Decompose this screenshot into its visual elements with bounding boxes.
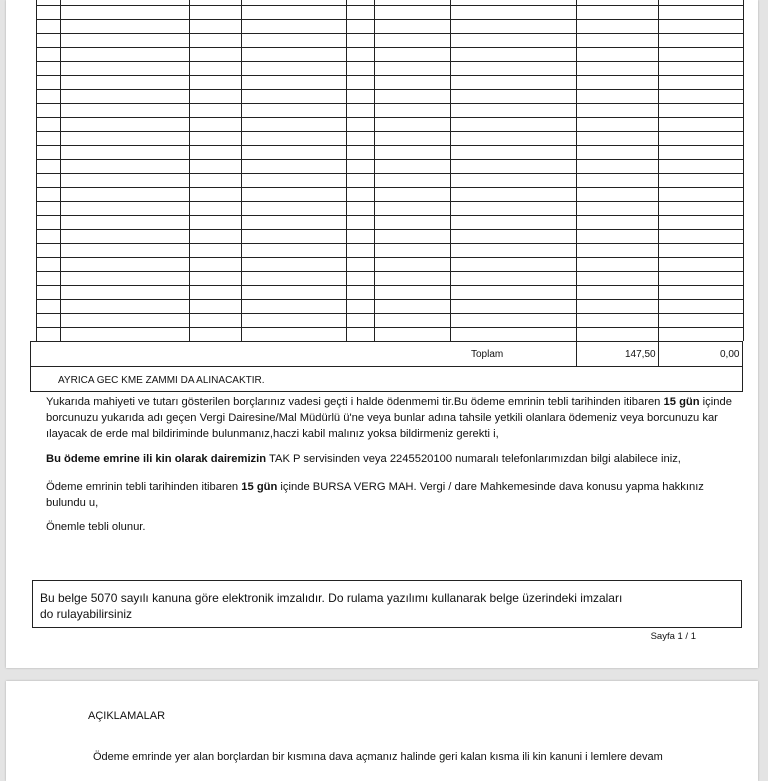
paragraph-contact-info: Bu ödeme emrine ili kin olarak dairemizin TAK P servisinden veya 2245520100 numaralı telefonlarımızdan bilgi alabilece iniz, <box>46 453 681 465</box>
page-number: Sayfa 1 / 1 <box>650 631 696 642</box>
table-column-divider <box>374 0 375 341</box>
table-row-line <box>36 145 744 146</box>
table-row-line <box>36 243 744 244</box>
table-border <box>36 0 37 341</box>
table-column-divider <box>241 0 242 341</box>
total-second-amount: 0,00 <box>720 349 740 360</box>
table-column-divider <box>658 0 659 341</box>
total-row <box>30 341 743 367</box>
table-row-line <box>36 271 744 272</box>
explanations-text: Ödeme emrinde yer alan borçlardan bir kısmına dava açmanız halinde geri kalan kısma ili kin kanuni i lemlere devam <box>93 751 663 763</box>
document-page-1 <box>6 0 758 668</box>
table-row-line <box>36 327 744 328</box>
table-row-line <box>36 61 744 62</box>
table-row-line <box>36 103 744 104</box>
table-row-line <box>36 313 744 314</box>
table-column-divider <box>189 0 190 341</box>
table-row-line <box>36 201 744 202</box>
table-row-line <box>36 117 744 118</box>
table-row-line <box>36 131 744 132</box>
table-row-line <box>36 159 744 160</box>
table-row-line <box>36 215 744 216</box>
e-signature-notice <box>32 580 742 628</box>
total-label: Toplam <box>471 349 504 360</box>
table-row-line <box>36 257 744 258</box>
table-column-divider <box>450 0 451 341</box>
explanations-title: AÇIKLAMALAR <box>88 710 166 722</box>
table-row-line <box>36 5 744 6</box>
debt-table-grid <box>30 0 744 341</box>
table-column-divider <box>346 0 347 341</box>
table-row-line <box>36 229 744 230</box>
paragraph-lawsuit-right: Ödeme emrinin tebli tarihinden itibaren 15 gün içinde BURSA VERG MAH. Vergi / dare Mahkemesinde dava konusu yapma hakkınız bulundu u, <box>46 481 704 509</box>
table-row-line <box>36 173 744 174</box>
e-signature-line-2: do rulayabilirsiniz <box>40 607 133 621</box>
late-fee-notice-row <box>30 367 743 392</box>
table-row-line <box>36 47 744 48</box>
table-column-divider <box>60 0 61 341</box>
document-page-2 <box>6 681 758 781</box>
late-fee-notice: AYRICA GEC KME ZAMMI DA ALINACAKTIR. <box>58 375 265 386</box>
table-row-line <box>36 299 744 300</box>
table-row-line <box>36 33 744 34</box>
table-row-line <box>36 75 744 76</box>
table-row-line <box>36 89 744 90</box>
paragraph-payment-order: Yukarıda mahiyeti ve tutarı gösterilen borçlarınız vadesi geçti i halde ödenmemi tir.Bu ödeme emrinin tebli tarihinden itibaren 15 gün içinde borcunuzu yukarıda adı geçen Vergi Dairesine/Mal Müdürlü ü'ne veya bunlar adına tahsile yetkili olanlara ödemeniz veya borcunuzu kar ılayacak de erde mal bildiriminde bulunmanız,haczi kabil malınız yoksa bildirmeniz gerekti i, <box>46 396 732 440</box>
table-row-line <box>36 187 744 188</box>
table-column-divider <box>576 0 577 341</box>
total-amount: 147,50 <box>625 349 656 360</box>
e-signature-line-1: Bu belge 5070 sayılı kanuna göre elektronik imzalıdır. Do rulama yazılımı kullanarak belge üzerindeki imzaları <box>40 591 623 605</box>
paragraph-notification: Önemle tebli olunur. <box>46 521 146 533</box>
table-row-line <box>36 285 744 286</box>
table-border <box>743 0 744 341</box>
table-row-line <box>36 19 744 20</box>
